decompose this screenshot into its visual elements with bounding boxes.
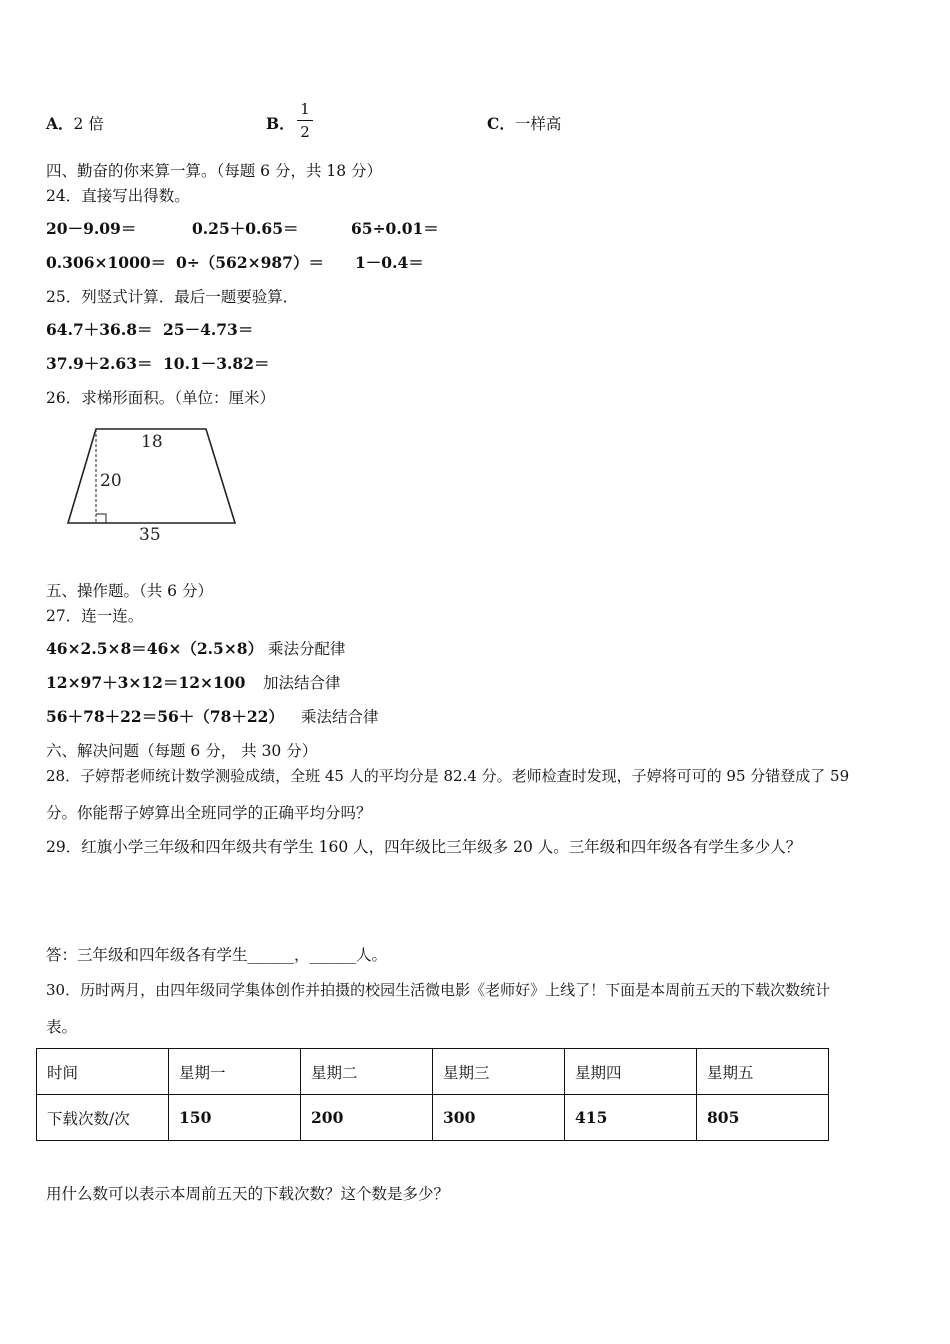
- q24-item-4: 0.306×1000＝: [46, 253, 167, 272]
- section6-heading: 六、解决问题（每题 6 分， 共 30 分）: [46, 742, 318, 760]
- q24-item-3: 65÷0.01＝: [351, 219, 439, 238]
- q24-item-5: 0÷（562×987）＝: [176, 253, 324, 272]
- table-cell: 300: [433, 1095, 565, 1141]
- q25-title: 25．列竖式计算．最后一题要验算．: [46, 288, 299, 306]
- q24-item-2: 0.25＋0.65＝: [192, 219, 299, 238]
- table-row: [37, 1095, 829, 1141]
- section4-heading: 四、勤奋的你来算一算。（每题 6 分，共 18 分）: [46, 162, 383, 180]
- top-base-label: 18: [141, 432, 163, 452]
- q25-item-2: 25－4.73＝: [163, 320, 254, 339]
- q30-line-1: 30．历时两月，由四年级同学集体创作并拍摄的校园生活微电影《老师好》上线了！下面是本周前五天的下载次数统计: [46, 981, 831, 999]
- bottom-base-label: 35: [139, 525, 161, 545]
- section5-heading: 五、操作题。（共 6 分）: [46, 582, 213, 600]
- table-cell: 200: [301, 1095, 433, 1141]
- table-cell: 805: [697, 1095, 829, 1141]
- option-c-label: C．: [487, 114, 515, 133]
- option-a-label: A．: [46, 114, 74, 133]
- table-cell: 415: [565, 1095, 697, 1141]
- q27-expr-2: 12×97＋3×12＝12×100: [46, 673, 246, 692]
- q25-item-4: 10.1－3.82＝: [163, 354, 270, 373]
- right-angle-mark: [96, 514, 106, 523]
- q27-expr-3: 56＋78＋22＝56＋（78＋22）: [46, 707, 284, 726]
- table-header-row: [37, 1049, 829, 1095]
- height-label: 20: [100, 471, 122, 491]
- q27-law-1: 乘法分配律: [268, 640, 346, 658]
- download-table: [36, 1048, 829, 1141]
- q24-item-1: 20－9.09＝: [46, 219, 137, 238]
- q27-expr-1: 46×2.5×8＝46×（2.5×8）: [46, 639, 264, 658]
- table-row-label: 下载次数/次: [37, 1095, 169, 1141]
- q30-line-2: 表。: [46, 1018, 78, 1036]
- table-header-cell: 星期三: [433, 1049, 565, 1095]
- q28-line-2: 分。你能帮子婷算出全班同学的正确平均分吗？: [46, 804, 372, 822]
- table-cell: 150: [169, 1095, 301, 1141]
- q29-answer: 答：三年级和四年级各有学生______，______人。: [46, 946, 388, 964]
- fraction-bar: [297, 120, 313, 121]
- q27-title: 27．连一连。: [46, 607, 144, 625]
- q25-item-1: 64.7＋36.8＝: [46, 320, 153, 339]
- q27-law-3: 乘法结合律: [301, 708, 379, 726]
- fraction-numerator: 1: [300, 100, 310, 118]
- option-c-text: 一样高: [514, 115, 562, 133]
- q30-question: 用什么数可以表示本周前五天的下载次数？这个数是多少？: [46, 1185, 450, 1203]
- table-header-cell: 星期一: [169, 1049, 301, 1095]
- q24-item-6: 1－0.4＝: [355, 253, 424, 272]
- q29-text: 29．红旗小学三年级和四年级共有学生 160 人，四年级比三年级多 20 人。三年级和四年级各有学生多少人？: [46, 838, 802, 856]
- table-header-cell: 星期二: [301, 1049, 433, 1095]
- option-a-text: 2 倍: [73, 115, 104, 133]
- q26-title: 26．求梯形面积。（单位：厘米）: [46, 389, 275, 407]
- table-header-cell: 星期四: [565, 1049, 697, 1095]
- table-header-cell: 时间: [37, 1049, 169, 1095]
- option-a: [46, 114, 104, 134]
- q27-law-2: 加法结合律: [263, 674, 341, 692]
- trapezoid-figure: [60, 422, 250, 546]
- option-b-label: B．: [266, 114, 295, 133]
- q28-line-1: 28．子婷帮老师统计数学测验成绩，全班 45 人的平均分是 82.4 分。老师检查时发现，子婷将可可的 95 分错登成了 59: [46, 767, 850, 785]
- table-header-cell: 星期五: [697, 1049, 829, 1095]
- option-b-fraction: [297, 100, 313, 141]
- option-c: [487, 114, 561, 134]
- q25-item-3: 37.9＋2.63＝: [46, 354, 153, 373]
- q24-title: 24．直接写出得数。: [46, 187, 190, 205]
- fraction-denominator: 2: [300, 123, 310, 141]
